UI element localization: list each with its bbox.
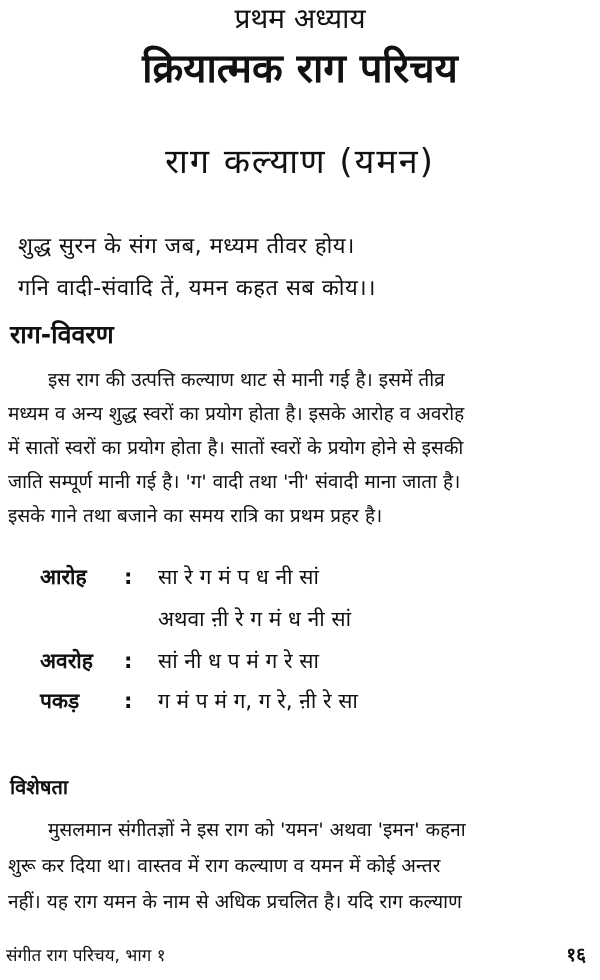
vivaran-line-4: जाति सम्पूर्ण मानी गई है। 'ग' वादी तथा 'नी' संवादी माना जाता है। [8, 471, 461, 493]
doha-line-2: गनि वादी-संवादि तें, यमन कहत सब कोय।। [18, 276, 376, 301]
chapter-title: क्रियात्मक राग परिचय [142, 46, 458, 92]
pakad-value: ग मं प मं ग, ग रे, ऩी रे सा [158, 689, 358, 713]
pakad-row [40, 684, 590, 720]
chapter-label: प्रथम अध्याय [234, 2, 366, 35]
aroh-value: सा रे ग मं प ध नी सां [158, 565, 319, 589]
vivaran-line-1: इस राग की उत्पत्ति कल्याण थाट से मानी गई है। इसमें तीव्र [48, 369, 445, 391]
footer-book-title: संगीत राग परिचय, भाग १ [6, 946, 166, 966]
avroh-value: सां नी ध प मं ग रे सा [158, 649, 319, 673]
doha-line-1: शुद्ध सुरन के संग जब, मध्यम तीवर होय। [18, 234, 355, 259]
aroh-label: आरोह [40, 565, 87, 589]
pakad-colon: : [124, 689, 133, 713]
avroh-row [40, 644, 590, 680]
raga-title: राग कल्याण (यमन) [165, 142, 435, 182]
avroh-label: अवरोह [40, 649, 93, 673]
vivaran-line-2: मध्यम व अन्य शुद्ध स्वरों का प्रयोग होता है। इसके आरोह व अवरोह [8, 403, 465, 425]
avroh-colon: : [124, 649, 133, 673]
vivaran-line-3: में सातों स्वरों का प्रयोग होता है। सातों स्वरों के प्रयोग होने से इसकी [8, 437, 464, 459]
aroh-row [40, 560, 590, 596]
page-number: १६ [566, 944, 586, 966]
aroh-colon: : [124, 565, 133, 589]
aroh-alt-row [40, 602, 590, 638]
vivaran-line-5: इसके गाने तथा बजाने का समय रात्रि का प्रथम प्रहर है। [8, 505, 383, 527]
visheshta-line-1: मुसलमान संगीतज्ञों ने इस राग को 'यमन' अथवा 'इमन' कहना [48, 819, 466, 841]
section-heading-vivaran: राग-विवरण [10, 320, 114, 349]
visheshta-line-2: शुरू कर दिया था। वास्तव में राग कल्याण व यमन में कोई अन्तर [8, 855, 441, 877]
visheshta-line-3: नहीं। यह राग यमन के नाम से अधिक प्रचलित है। यदि राग कल्याण [8, 891, 462, 913]
section-heading-visheshta: विशेषता [10, 775, 69, 799]
pakad-label: पकड़ [40, 689, 80, 713]
aroh-alt-value: अथवा ऩी रे ग मं ध नी सां [158, 607, 352, 631]
